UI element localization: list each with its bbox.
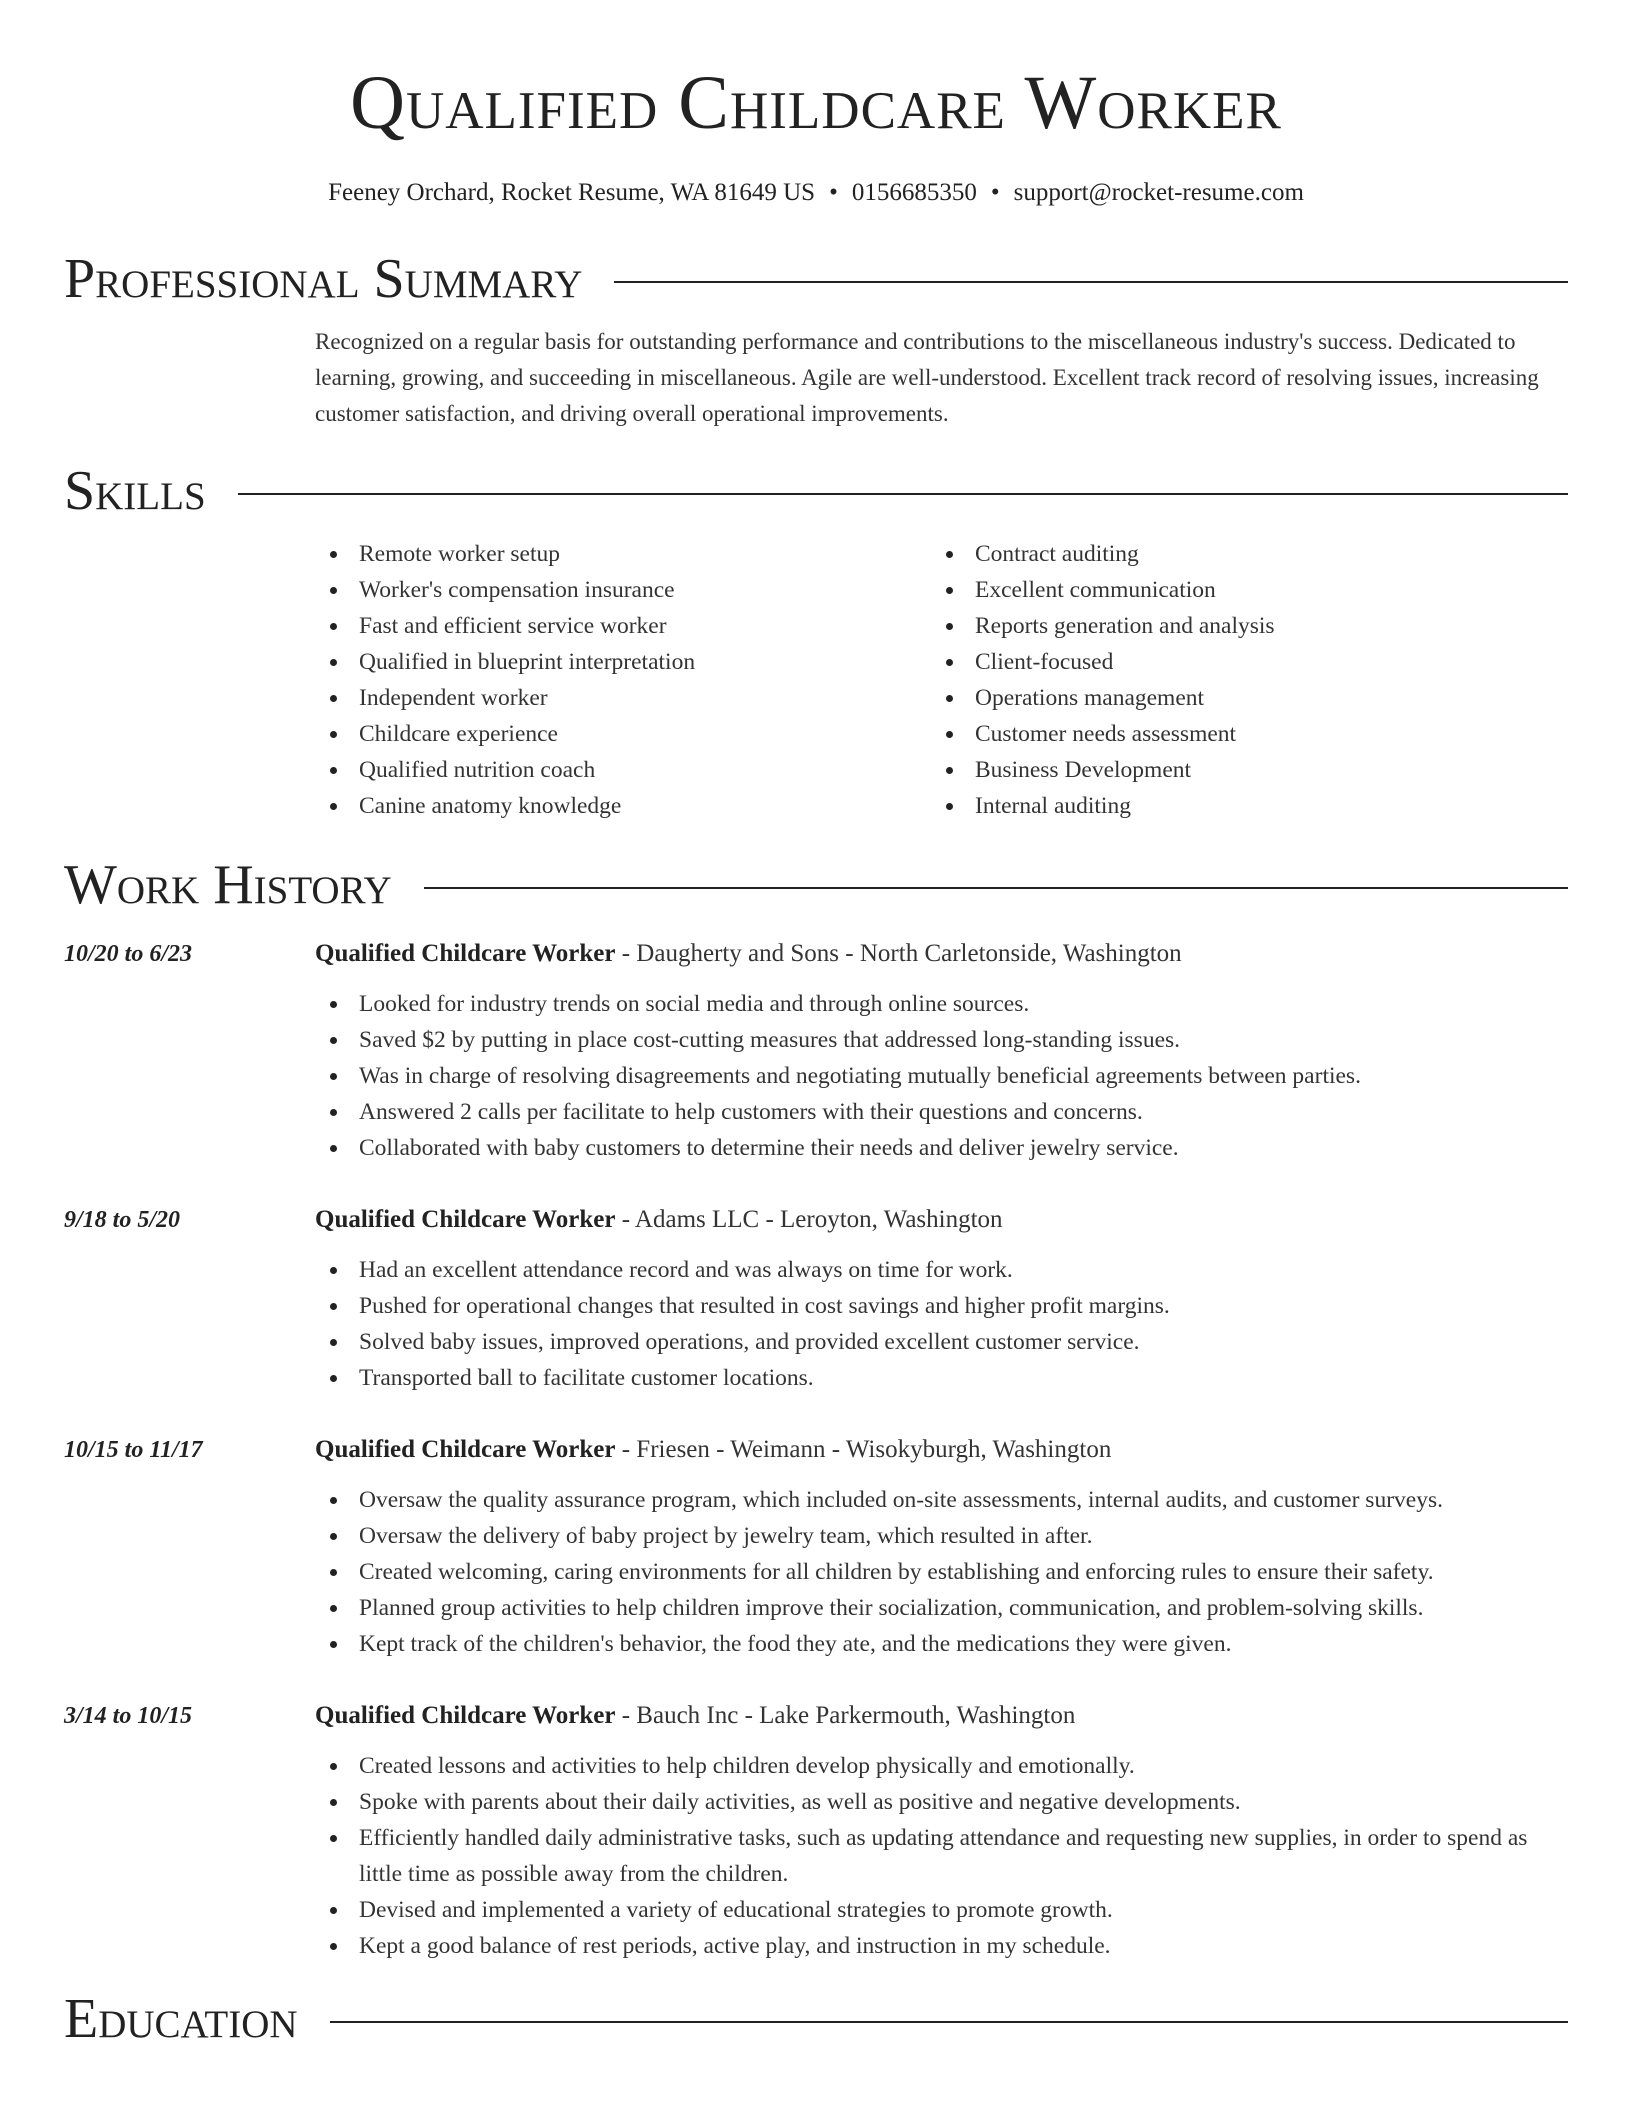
skills-list (315, 536, 1568, 824)
job-bullet: Answered 2 calls per facilitate to help customers with their questions and concerns. (315, 1094, 1568, 1130)
skill-item: Qualified in blueprint interpretation (315, 644, 931, 680)
contact-line (64, 178, 1568, 208)
summary-heading: Professional Summary (64, 248, 583, 310)
job-bullet: Transported ball to facilitate customer locations. (315, 1360, 1568, 1396)
skill-item: Contract auditing (931, 536, 1547, 572)
job-bullet: Collaborated with baby customers to determine their needs and deliver jewelry service. (315, 1130, 1568, 1166)
skill-item: Fast and efficient service worker (315, 608, 931, 644)
job-employer: - Bauch Inc - Lake Parkermouth, Washington (615, 1702, 1076, 1729)
job-dates: 9/18 to 5/20 (64, 1207, 181, 1233)
job-bullet: Looked for industry trends on social media and through online sources. (315, 986, 1568, 1022)
job-entry (64, 936, 1568, 1166)
job-bullet: Was in charge of resolving disagreements and negotiating mutually beneficial agreements between parties. (315, 1058, 1568, 1094)
job-bullet: Created welcoming, caring environments for all children by establishing and enforcing rules to ensure their safety. (315, 1554, 1568, 1590)
job-title: Qualified Childcare Worker (315, 940, 616, 967)
job-bullets (315, 1748, 1568, 1964)
skill-item: Client-focused (931, 644, 1547, 680)
job-bullet: Created lessons and activities to help children develop physically and emotionally. (315, 1748, 1568, 1784)
skills-section-header (64, 458, 1568, 524)
skill-item: Internal auditing (931, 788, 1547, 824)
skill-item: Remote worker setup (315, 536, 931, 572)
job-header (64, 1432, 1568, 1468)
job-bullet: Efficiently handled daily administrative tasks, such as updating attendance and requesting new supplies, in order to spend as little time as possible away from the children. (315, 1820, 1568, 1892)
summary-section-header (64, 246, 1568, 312)
contact-separator: • (829, 179, 838, 206)
skills-heading: Skills (64, 460, 206, 522)
contact-phone: 0156685350 (851, 179, 977, 206)
job-bullet: Kept a good balance of rest periods, active play, and instruction in my schedule. (315, 1928, 1568, 1964)
job-header (64, 1202, 1568, 1238)
job-title-line (315, 1698, 1075, 1734)
job-bullet: Oversaw the quality assurance program, which included on-site assessments, internal audits, and customer surveys. (315, 1482, 1568, 1518)
job-bullets (315, 986, 1568, 1166)
skill-item: Excellent communication (931, 572, 1547, 608)
work-history-list (64, 936, 1568, 1964)
skill-item: Worker's compensation insurance (315, 572, 931, 608)
section-divider (614, 281, 1568, 283)
education-section-header (64, 1986, 1568, 2052)
job-bullet: Planned group activities to help children improve their socialization, communication, and problem-solving skills. (315, 1590, 1568, 1626)
job-bullet: Oversaw the delivery of baby project by jewelry team, which resulted in after. (315, 1518, 1568, 1554)
education-heading: Education (64, 1988, 298, 2050)
summary-text: Recognized on a regular basis for outstanding performance and contributions to the miscellaneous industry's success. Dedicated to learning, growing, and succeeding in miscellaneous. Agile are well-understood. Excellent track record of resolving issues, increasing customer satisfaction, and driving overall operational improvements. (315, 329, 1539, 426)
job-entry (64, 1432, 1568, 1662)
job-bullet: Spoke with parents about their daily activities, as well as positive and negative developments. (315, 1784, 1568, 1820)
section-divider (330, 2021, 1568, 2023)
section-divider (424, 887, 1568, 889)
candidate-name: Qualified Childcare Worker (350, 61, 1282, 145)
skill-item: Canine anatomy knowledge (315, 788, 931, 824)
job-employer: - Daugherty and Sons - North Carletonside, Washington (615, 940, 1182, 967)
job-title-line (315, 936, 1182, 972)
job-dates: 10/20 to 6/23 (64, 941, 193, 967)
job-entry (64, 1202, 1568, 1396)
job-header (64, 936, 1568, 972)
skill-item: Reports generation and analysis (931, 608, 1547, 644)
job-bullets (315, 1482, 1568, 1662)
skill-item: Qualified nutrition coach (315, 752, 931, 788)
job-title: Qualified Childcare Worker (315, 1702, 616, 1729)
skills-column-right (931, 536, 1547, 824)
job-employer: - Friesen - Weimann - Wisokyburgh, Washington (615, 1436, 1112, 1463)
contact-address: Feeney Orchard, Rocket Resume, WA 81649 US (328, 179, 816, 206)
job-bullet: Devised and implemented a variety of educational strategies to promote growth. (315, 1892, 1568, 1928)
job-dates: 3/14 to 10/15 (64, 1703, 193, 1729)
skill-item: Operations management (931, 680, 1547, 716)
work-heading: Work History (64, 854, 392, 916)
skill-item: Customer needs assessment (931, 716, 1547, 752)
skills-column-left (315, 536, 931, 824)
contact-email: support@rocket-resume.com (1013, 179, 1304, 206)
job-bullets (315, 1252, 1568, 1396)
contact-separator: • (990, 179, 1000, 206)
skill-item: Childcare experience (315, 716, 931, 752)
skill-item: Business Development (931, 752, 1547, 788)
work-section-header (64, 852, 1568, 918)
job-entry (64, 1698, 1568, 1964)
job-bullet: Pushed for operational changes that resulted in cost savings and higher profit margins. (315, 1288, 1568, 1324)
job-header (64, 1698, 1568, 1734)
job-dates: 10/15 to 11/17 (64, 1437, 203, 1463)
section-divider (238, 493, 1568, 495)
job-title-line (315, 1432, 1111, 1468)
job-bullet: Had an excellent attendance record and was always on time for work. (315, 1252, 1568, 1288)
job-title: Qualified Childcare Worker (315, 1206, 616, 1233)
job-title-line (315, 1202, 1003, 1238)
job-bullet: Solved baby issues, improved operations, and provided excellent customer service. (315, 1324, 1568, 1360)
job-employer: - Adams LLC - Leroyton, Washington (615, 1206, 1003, 1233)
job-bullet: Kept track of the children's behavior, the food they ate, and the medications they were given. (315, 1626, 1568, 1662)
job-title: Qualified Childcare Worker (315, 1436, 616, 1463)
job-bullet: Saved $2 by putting in place cost-cutting measures that addressed long-standing issues. (315, 1022, 1568, 1058)
skill-item: Independent worker (315, 680, 931, 716)
